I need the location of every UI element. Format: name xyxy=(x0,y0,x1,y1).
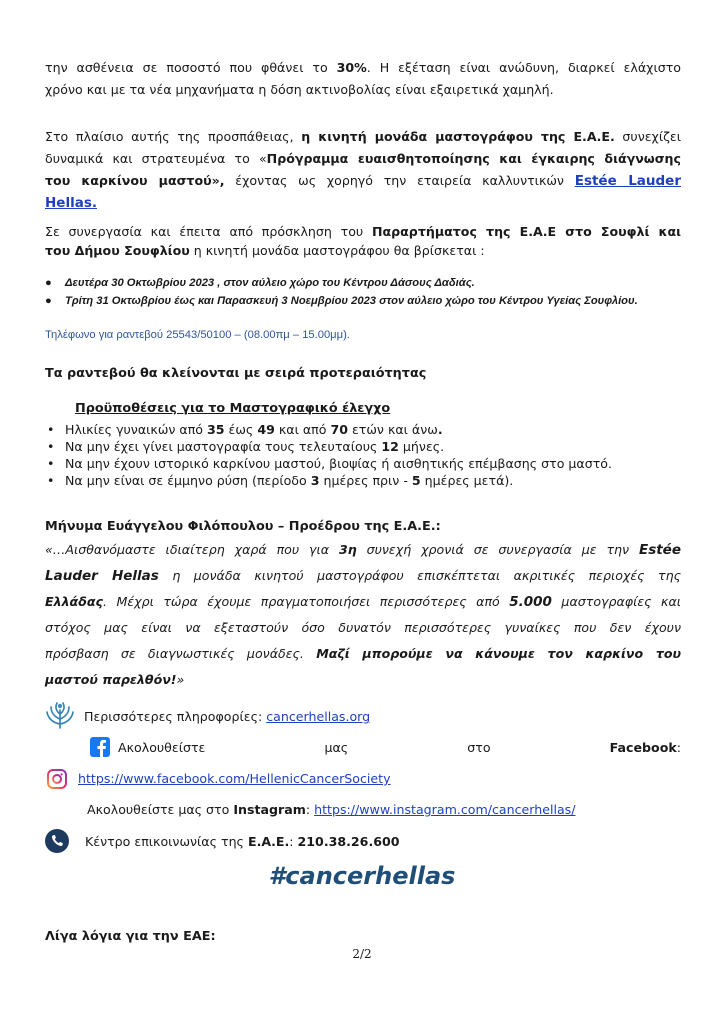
cooperation-line-1: Σε συνεργασία και έπειτα από πρόσκληση του Παραρτήματος της Ε.Α.Ε στο Σουφλί και xyxy=(45,224,682,239)
cancerhellas-link[interactable]: cancerhellas.org xyxy=(266,709,371,724)
phone-icon xyxy=(45,829,69,853)
cancer-society-logo-icon xyxy=(45,700,75,730)
facebook-icon[interactable] xyxy=(90,737,110,757)
page-number: 2/2 xyxy=(352,947,372,961)
facebook-link[interactable]: https://www.facebook.com/HellenicCancerSociety xyxy=(78,771,391,786)
program-line-1: Στο πλαίσιο αυτής της προσπάθειας, η κινητή μονάδα μαστογράφου της Ε.Α.Ε. συνεχίζει xyxy=(45,129,681,144)
intro-line-1: την ασθένεια σε ποσοστό που φθάνει το 30%. Η εξέταση είναι ανώδυνη, διαρκεί ελάχιστο xyxy=(45,60,681,75)
intro-line-2: χρόνο και με τα νέα μηχανήματα η δόση ακτινοβολίας είναι εξαιρετικά χαμηλή. xyxy=(45,82,554,97)
facebook-follow-line: Ακολουθείστε μας στο Facebook: xyxy=(118,740,681,755)
intro-paragraph xyxy=(45,57,681,101)
prerequisites-heading: Προϋποθέσεις για το Μαστογραφικό έλεγχο xyxy=(75,401,391,416)
bullet-dot: ● xyxy=(45,295,52,307)
schedule-item-2: ● Τρίτη 31 Οκτωβρίου έως και Παρασκευή 3 Νοεμβρίου 2023 στον αύλειο χώρο του Κέντρου Υγείας Σουφλίου. xyxy=(65,292,638,310)
list-item: • Να μην είναι σε έμμηνο ρύση (περίοδο 3 ημέρες πριν - 5 ημέρες μετά). xyxy=(47,473,514,488)
facebook-url-line xyxy=(78,770,391,788)
list-item: • Να μην έχει γίνει μαστογραφία τους τελευταίους 12 μήνες. xyxy=(47,439,445,454)
percentage-value: 30% xyxy=(336,60,367,75)
schedule-item-1: ● Δευτέρα 30 Οκτωβρίου 2023 , στον αύλειο χώρο του Κέντρου Δάσους Δαδιάς. xyxy=(65,274,475,292)
instagram-icon[interactable] xyxy=(47,769,67,789)
prerequisites-list xyxy=(45,421,685,489)
instagram-follow-line: Ακολουθείστε μας στο Instagram: https://www.instagram.com/cancerhellas/ xyxy=(87,802,576,817)
message-heading: Μήνυμα Ευάγγελου Φιλόπουλου – Προέδρου της Ε.Α.Ε.: xyxy=(45,519,441,534)
contact-center-line: Κέντρο επικοινωνίας της Ε.Α.Ε.: 210.38.26.600 xyxy=(85,834,400,849)
list-item: • Ηλικίες γυναικών από 35 έως 49 και από 70 ετών και άνω. xyxy=(47,422,443,437)
hashtag-cancerhellas: #cancerhellas xyxy=(268,862,456,890)
appointment-phone-line: Τηλέφωνο για ραντεβού 25543/50100 – (08.00πμ – 15.00μμ). xyxy=(45,329,350,341)
program-line-3: του καρκίνου μαστού», έχοντας ως χορηγό την εταιρεία καλλυντικών Estée Lauder xyxy=(45,173,681,189)
message-quote: «…Αισθανόμαστε ιδιαίτερη χαρά που για 3η συνεχή χρονιά σε συνεργασία με την Estée Lauder Hellas η μονάδα κινητού μαστογράφου επισκέπτεται ακριτικές περιοχές της Ελλάδας. Μέχρι τώρα έχουμε πραγματοποιήσει περισσότερες από 5.000 μαστογραφίες και στόχος μας είναι να εξεταστούν όσο δυνατόν περισσότερες γυναίκες που δεν έχουν πρόσβαση σε διαγνωστικές μονάδες. Μαζί μπορούμε να κάνουμε τον καρκίνο του μαστού παρελθόν!» xyxy=(45,542,682,687)
estee-lauder-link-cont[interactable]: Hellas. xyxy=(45,195,97,211)
program-line-4 xyxy=(45,192,681,214)
list-item: • Να μην έχουν ιστορικό καρκίνου μαστού, βιοψίας ή αισθητικής επέμβασης στο μαστό. xyxy=(47,456,612,471)
contact-phone-number[interactable]: 210.38.26.600 xyxy=(297,834,400,849)
estee-lauder-link[interactable]: Estée Lauder xyxy=(574,173,681,189)
cooperation-line-2: του Δήμου Σουφλίου η κινητή μονάδα μαστογράφου θα βρίσκεται : xyxy=(45,243,485,258)
bullet-dot: ● xyxy=(45,277,52,289)
program-paragraph xyxy=(45,126,681,214)
program-line-2: δυναμικά και στρατευμένα το «Πρόγραμμα ευαισθητοποίησης και έγκαιρης διάγνωσης xyxy=(45,151,681,166)
more-info-line: Περισσότερες πληροφορίες: cancerhellas.org xyxy=(84,709,371,724)
about-heading: Λίγα λόγια για την ΕΑΕ: xyxy=(45,929,216,944)
cooperation-paragraph xyxy=(45,222,681,260)
priority-heading: Τα ραντεβού θα κλείνονται με σειρά προτεραιότητας xyxy=(45,366,427,381)
instagram-link[interactable]: https://www.instagram.com/cancerhellas/ xyxy=(314,802,576,817)
